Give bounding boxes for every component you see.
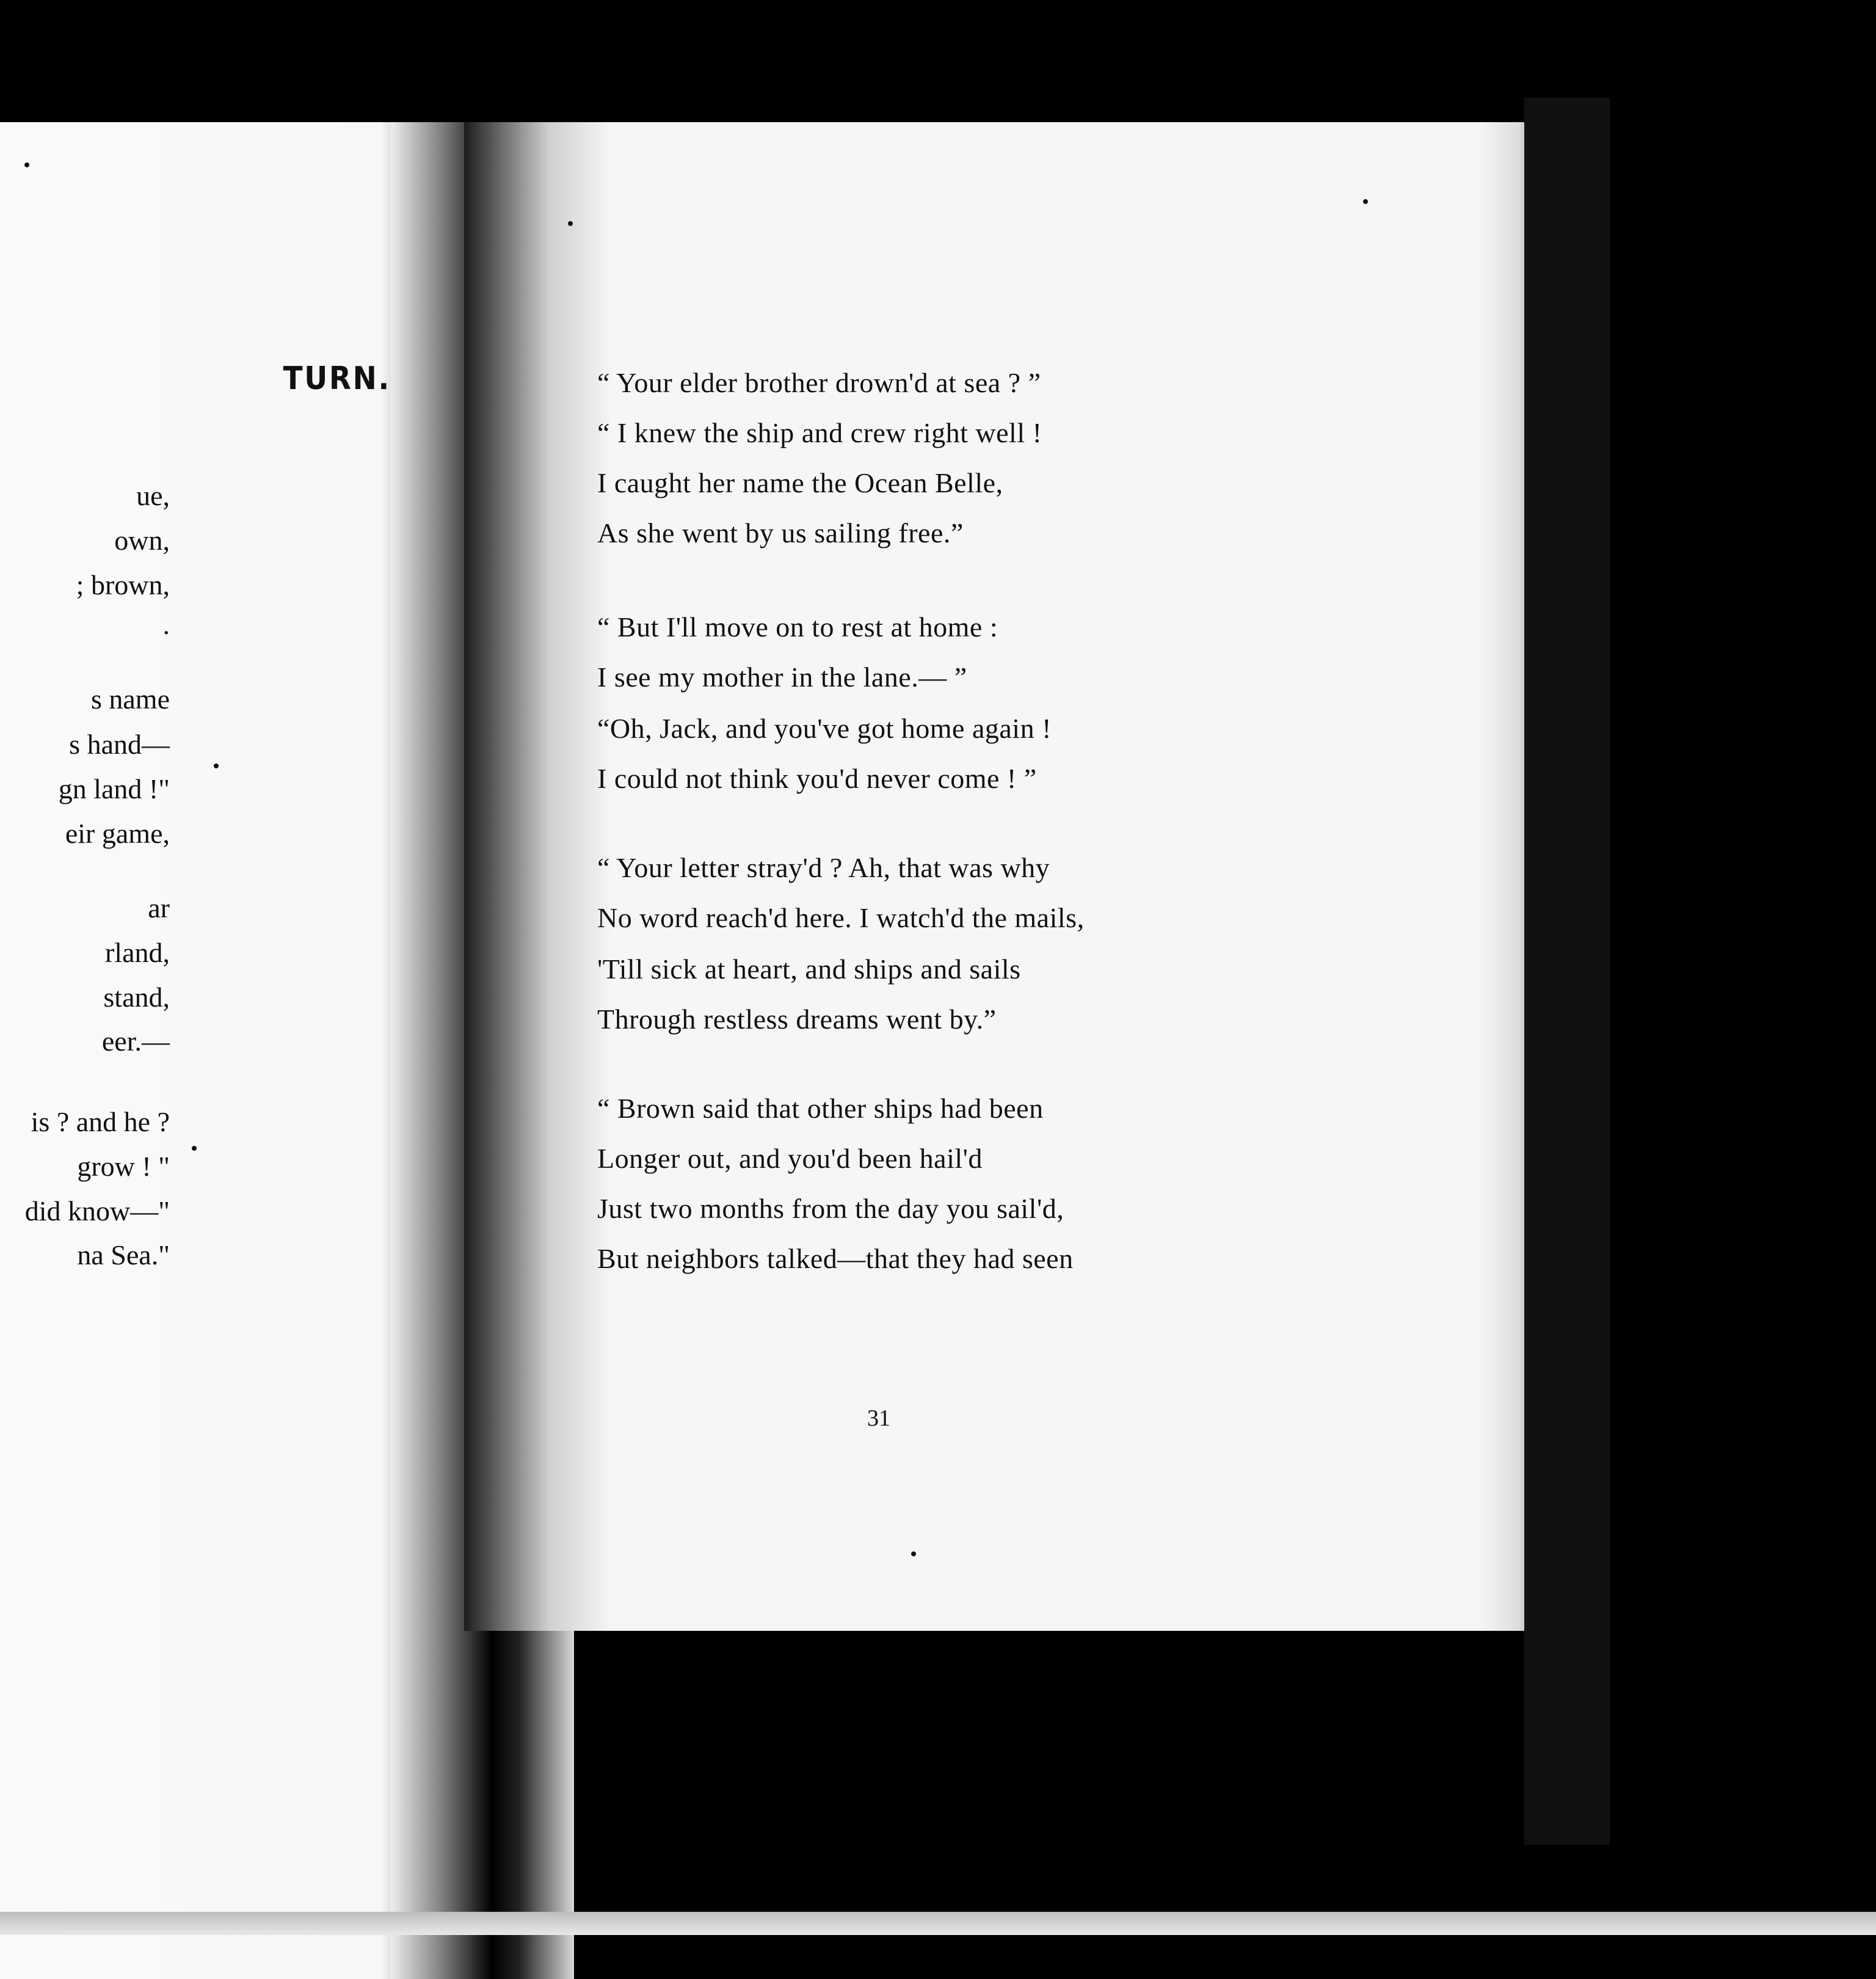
left-line-15: did know—" — [24, 1195, 170, 1226]
stanza-1-line-3: I caught her name the Ocean Belle, — [597, 467, 1003, 498]
left-line-13: is ? and he ? — [31, 1106, 170, 1137]
stanza-4-line-4: But neighbors talked—that they had seen — [597, 1243, 1074, 1274]
speck — [1363, 199, 1368, 204]
left-line-1: ue, — [136, 480, 170, 511]
stanza-2-line-3: “Oh, Jack, and you've got home again ! — [597, 713, 1052, 744]
speck — [568, 221, 573, 226]
speck — [214, 764, 219, 768]
left-line-12: eer.— — [101, 1026, 170, 1057]
stanza-3-line-2: No word reach'd here. I watch'd the mails, — [597, 902, 1085, 933]
stanza-4-line-2: Longer out, and you'd been hail'd — [597, 1143, 983, 1174]
stanza-3-line-1: “ Your letter stray'd ? Ah, that was why — [597, 852, 1050, 883]
speck — [24, 162, 29, 167]
stanza-3-line-4: Through restless dreams went by.” — [597, 1004, 997, 1035]
stanza-1-line-1: “ Your elder brother drown'd at sea ? ” — [597, 367, 1041, 398]
left-line-16: na Sea." — [77, 1239, 170, 1270]
page-number: 31 — [867, 1405, 890, 1431]
left-page-title-fragment: TURN. — [283, 360, 391, 397]
speck — [911, 1551, 916, 1556]
left-line-8: eir game, — [65, 818, 170, 849]
left-line-3: ; brown, — [76, 569, 170, 600]
scan-edge-strip — [1524, 98, 1610, 1845]
left-line-2: own, — [114, 525, 170, 556]
left-line-5: s name — [90, 683, 170, 715]
stanza-2-line-4: I could not think you'd never come ! ” — [597, 763, 1037, 794]
stanza-4-line-1: “ Brown said that other ships had been — [597, 1093, 1044, 1124]
left-line-14: grow ! " — [77, 1151, 170, 1182]
stanza-2-line-1: “ But I'll move on to rest at home : — [597, 611, 998, 643]
stanza-3-line-3: 'Till sick at heart, and ships and sails — [597, 953, 1021, 985]
stanza-1-line-4: As she went by us sailing free.” — [597, 517, 964, 549]
stanza-1-line-2: “ I knew the ship and crew right well ! — [597, 417, 1042, 448]
left-page-text-area — [0, 122, 391, 1979]
left-line-4: . — [162, 609, 170, 640]
left-line-7: gn land !" — [58, 773, 170, 804]
left-line-6: s hand— — [69, 729, 170, 760]
stanza-4-line-3: Just two months from the day you sail'd, — [597, 1193, 1064, 1224]
left-line-11: stand, — [103, 982, 170, 1013]
scanner-bottom-edge — [0, 1912, 1876, 1935]
speck — [192, 1146, 197, 1151]
left-line-9: ar — [148, 892, 170, 924]
left-line-10: rland, — [104, 937, 170, 968]
stanza-2-line-2: I see my mother in the lane.— ” — [597, 661, 967, 693]
